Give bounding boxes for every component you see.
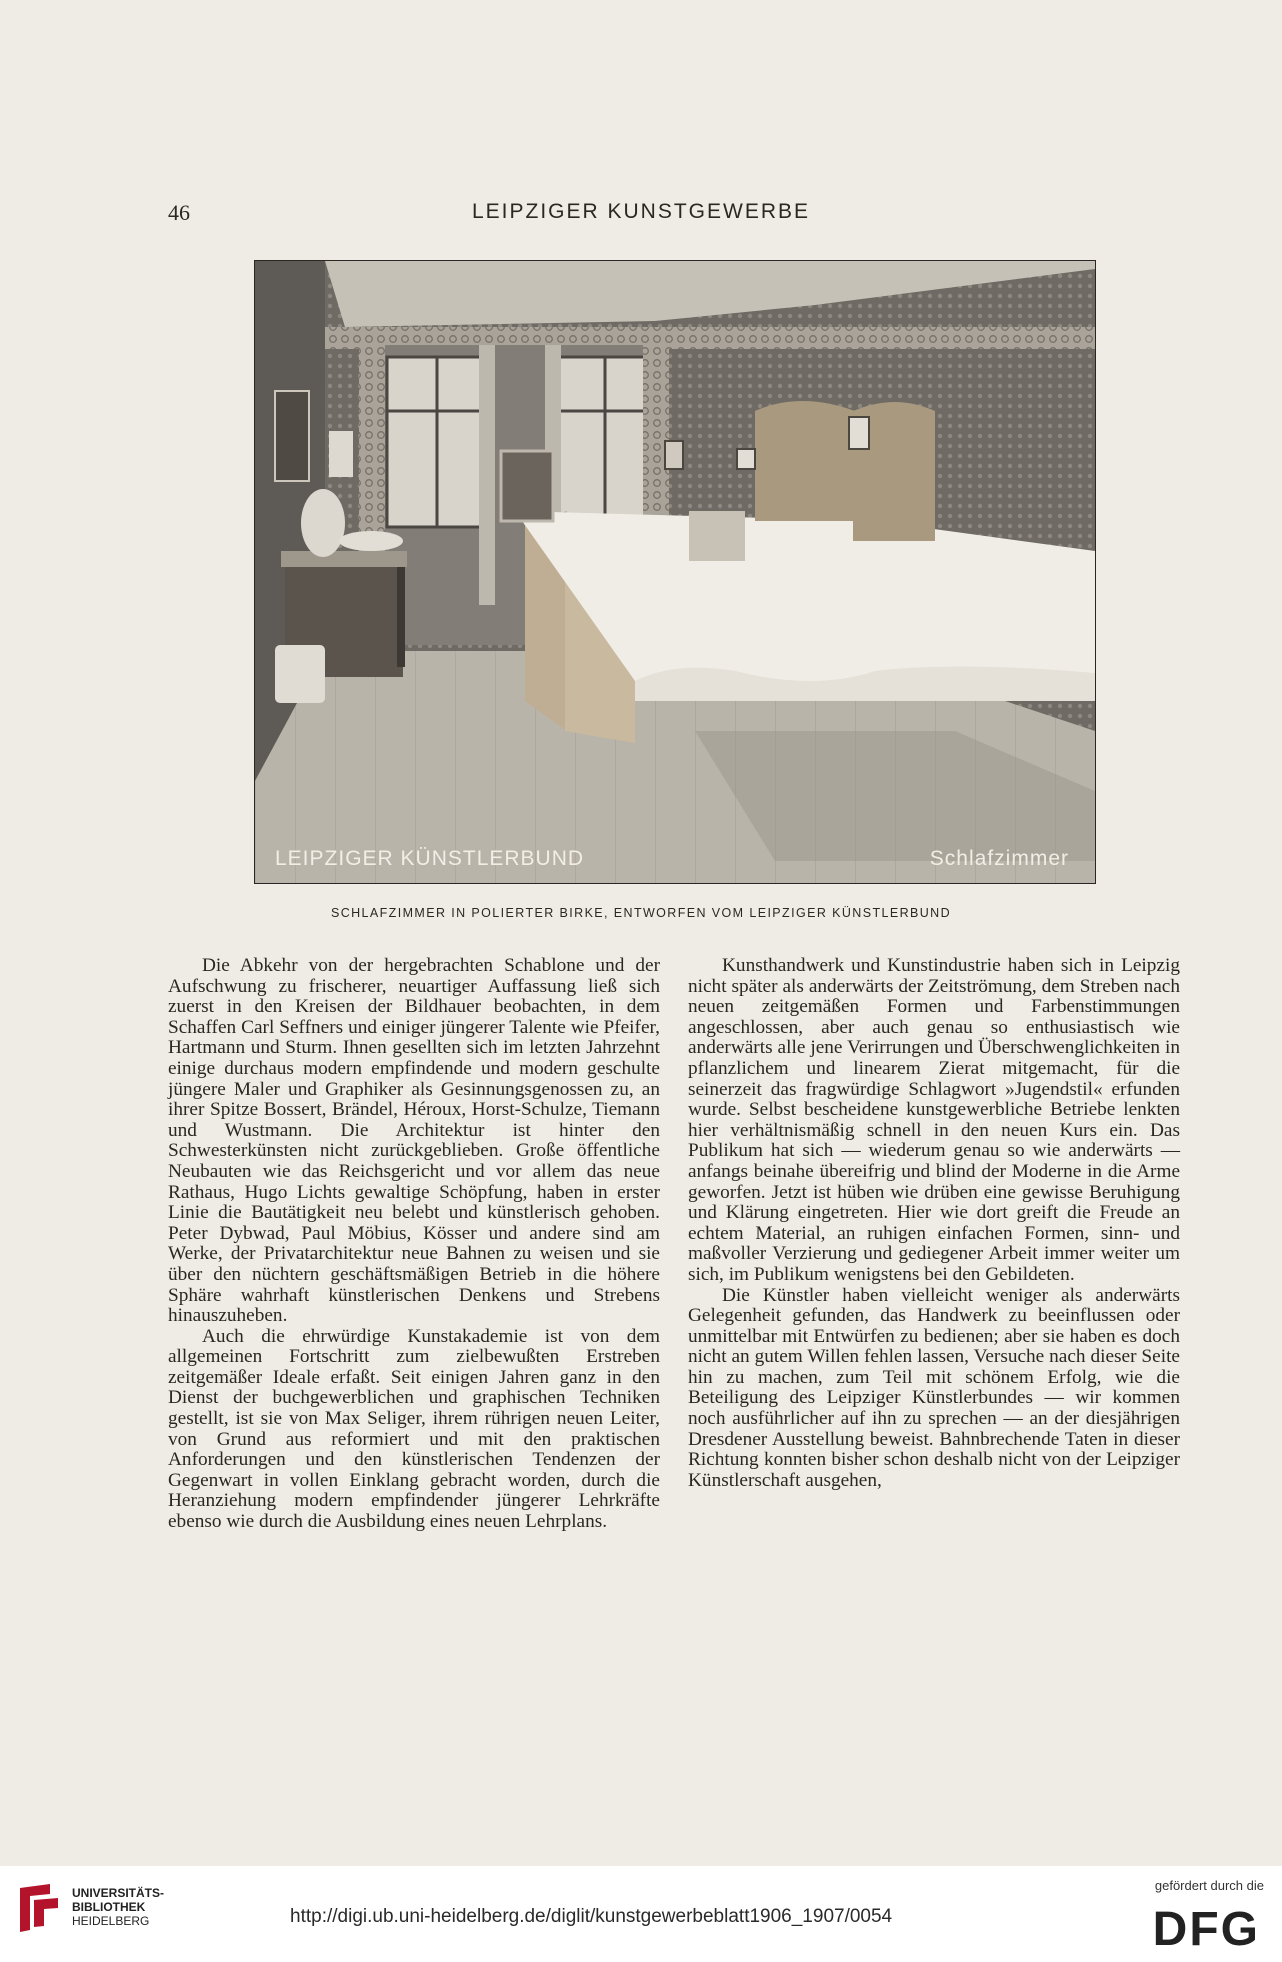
- paragraph: Kunsthandwerk und Kunstindustrie haben sich in Leipzig nicht später als anderwärts der Zeitströmung, dem Streben nach neuen zeitgemäßen Formen und Farbenstimmungen angeschlossen, aber auch genau so enthusiastisch wie anderwärts alle jene Verirrungen und Überschwenglichkeiten in pflanzlichem und linearem Zierat mitgemacht, für die seinerzeit das fragwürdige Schlagwort »Jugendstil« erfunden wurde. Selbst bescheidene kunstgewerbliche Betriebe lenkten hier verhältnismäßig schnell in den neuen Kurs ein. Das Publikum hat sich — wiederum genau so wie anderwärts — anfangs beinahe übereifrig und blind der Moderne in die Arme geworfen. Jetzt ist hüben wie drüben eine gewisse Beruhigung und Klärung eingetreten. Hier wie dort greift die Freude an echtem Material, an ruhigen einfachen Formen, sinn- und maßvoller Verzierung und gediegener Arbeit immer weiter um sich, im Publikum wenigstens bei den Gebildeten.: [688, 955, 1180, 1285]
- bedroom-photograph: [254, 260, 1096, 884]
- paragraph: Auch die ehrwürdige Kunstakademie ist von dem allgemeinen Fortschritt zum zielbewußten Erstreben zeitgemäßer Ideale erfaßt. Seit einigen Jahren ganz in den Dienst der buchgewerblichen und graphischen Techniken gestellt, ist sie von Max Seliger, ihrem rührigen neuen Leiter, von Grund aus reformiert und mit den praktischen Anforderungen und den künstlerischen Tendenzen der Gegenwart in vollen Einklang gebracht worden, durch die Heranziehung modern empfindender jüngerer Lehrkräfte ebenso wie durch die Ausbildung eines neuen Lehrplans.: [168, 1325, 660, 1533]
- figure-caption: SCHLAFZIMMER IN POLIERTER BIRKE, ENTWORFEN VOM LEIPZIGER KÜNSTLERBUND: [330, 906, 952, 920]
- university-library-logo-icon: [14, 1880, 64, 1936]
- text-column-right: [688, 956, 1180, 1491]
- digitization-footer: [0, 1866, 1282, 1962]
- text-column-left: [168, 956, 660, 1533]
- dfg-logo: DFG: [1152, 1903, 1260, 1956]
- paragraph: Die Künstler haben vielleicht weniger als anderwärts Gelegenheit gefunden, das Handwerk zu beeinflussen oder unmittelbar mit Entwürfen zu bedienen; aber sie haben es doch nicht an gutem Willen fehlen lassen, Versuche nach dieser Seite hin zu machen, zum Teil mit schönem Erfolg, wie die Beteiligung des Leipziger Künstlerbundes — wir kommen noch ausführlicher auf ihn zu sprechen — an der diesjährigen Dresdener Ausstellung beweist. Bahnbrechende Taten in dieser Richtung konnten bisher schon deshalb nicht von der Leipziger Künstlerschaft ausgehen,: [688, 1284, 1180, 1491]
- photo-label-kuenstlerbund: LEIPZIGER KÜNSTLERBUND: [275, 847, 585, 870]
- library-name-line2: BIBLIOTHEK: [72, 1900, 146, 1914]
- permalink-url[interactable]: http://digi.ub.uni-heidelberg.de/diglit/kunstgewerbeblatt1906_1907/0054: [290, 1906, 893, 1927]
- bedroom-illustration: [255, 261, 1095, 883]
- running-title: LEIPZIGER KUNSTGEWERBE: [471, 200, 811, 223]
- page-number: 46: [168, 200, 190, 225]
- photo-label-room: Schlafzimmer: [929, 847, 1069, 870]
- library-name-line3: HEIDELBERG: [72, 1914, 150, 1928]
- paragraph: Die Abkehr von der hergebrachten Schablone und der Aufschwung zu frischerer, neuartiger Auffassung ließ sich zuerst in den Kreisen der Bildhauer beobachten, in dem Schaffen Carl Seffners und einiger jüngerer Talente wie Pfeifer, Hartmann und Sturm. Ihnen gesellten sich im letzten Jahrzehnt einige durchaus modern empfindende und modern geschulte jüngere Maler und Graphiker als Gesinnungsgenossen zu, an ihrer Spitze Bossert, Brändel, Héroux, Horst-Schulze, Tiemann und Wustmann. Die Architektur ist hinter den Schwesterkünsten nicht zurückgeblieben. Große öffentliche Neubauten wie das Reichsgericht und vor allem das neue Rathaus, Hugo Lichts gewaltige Schöpfung, haben in erster Linie die Bautätigkeit neu belebt und künstlerisch gehoben. Peter Dybwad, Paul Möbius, Kösser und andere sind am Werke, der Privatarchitektur neue Bahnen zu weisen und sie über den nüchtern geschäftsmäßigen Betrieb in die höhere Sphäre wahrhaft künstlerischen Denkens und Strebens hinauszuheben.: [168, 955, 660, 1327]
- funding-label: gefördert durch die: [1154, 1878, 1264, 1893]
- library-name-line1: UNIVERSITÄTS-: [72, 1886, 165, 1900]
- library-name: [72, 1886, 164, 1928]
